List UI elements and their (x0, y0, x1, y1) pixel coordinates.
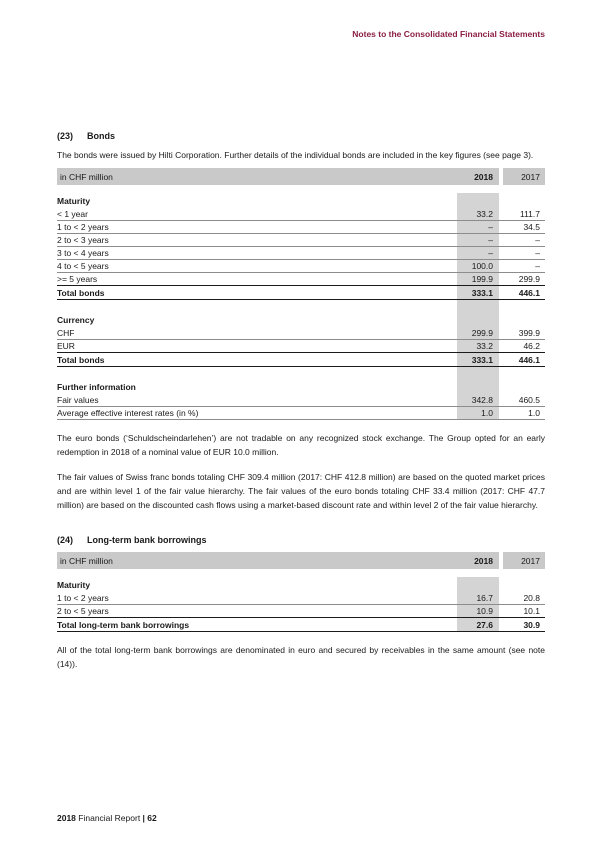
total-label: Total bonds (57, 287, 105, 298)
value-2017: 10.1 (523, 606, 540, 616)
table-row (57, 260, 545, 273)
value-2017: – (535, 261, 540, 271)
table-row (57, 273, 545, 286)
row-label: 1 to < 2 years (57, 222, 109, 232)
row-label: < 1 year (57, 209, 88, 219)
row-label: 1 to < 2 years (57, 593, 109, 603)
total-row (57, 353, 545, 367)
column-header-2018: 2018 (474, 171, 493, 182)
value-2018: 10.9 (476, 606, 493, 616)
table-24-body (57, 577, 545, 632)
total-row (57, 618, 545, 632)
table-row (57, 605, 545, 618)
value-2018: 299.9 (471, 328, 493, 338)
value-2018: – (488, 235, 493, 245)
section-23-heading (57, 131, 545, 141)
table-24-header-row (57, 552, 545, 569)
table-row (57, 340, 545, 353)
section-number: (24) (57, 535, 74, 545)
table-spacer (57, 367, 545, 379)
column-header-2017: 2017 (503, 168, 545, 185)
value-2018: 199.9 (471, 274, 493, 284)
table-row (57, 407, 545, 420)
running-header: Notes to the Consolidated Financial Statements (352, 29, 545, 39)
row-label: >= 5 years (57, 274, 98, 284)
value-2018: – (488, 248, 493, 258)
paragraph: The euro bonds (‘Schuldscheindarlehen’) are not tradable on any recognized stock exchange. The Group opted for an early redemption in 2018 of a nominal value of EUR 10.0 million. (57, 433, 545, 457)
value-2017: 20.8 (523, 593, 540, 603)
total-label: Total bonds (57, 354, 105, 365)
total-label: Total long-term bank borrowings (57, 619, 190, 630)
unit-label: in CHF million (60, 555, 113, 566)
total-2018: 333.1 (471, 354, 493, 365)
column-header-2017: 2017 (503, 552, 545, 569)
value-2017: 46.2 (523, 341, 540, 351)
row-label: Fair values (57, 395, 99, 405)
value-2018: – (488, 222, 493, 232)
unit-label: in CHF million (60, 171, 113, 182)
table-row (57, 592, 545, 605)
total-2017: 30.9 (523, 619, 540, 630)
table-23-header-row (57, 168, 545, 185)
group-label: Further information (57, 381, 136, 392)
table-row (57, 208, 545, 221)
value-2017: 460.5 (518, 395, 540, 405)
section-title: Long-term bank borrowings (87, 535, 207, 545)
footer-separator: | (142, 813, 148, 823)
table-header-main-cell (57, 552, 499, 569)
value-2018: 342.8 (471, 395, 493, 405)
table-row (57, 327, 545, 340)
group-label: Currency (57, 314, 95, 325)
table-spacer (57, 300, 545, 312)
total-2017: 446.1 (518, 354, 540, 365)
total-2017: 446.1 (518, 287, 540, 298)
page-content (57, 0, 545, 671)
value-2018: 33.2 (476, 341, 493, 351)
column-header-2018: 2018 (474, 555, 493, 566)
group-label-row (57, 379, 545, 394)
value-2017: 111.7 (519, 209, 540, 219)
row-label: 3 to < 4 years (57, 248, 109, 258)
row-label: CHF (57, 328, 75, 338)
value-2017: – (535, 248, 540, 258)
group-label: Maturity (57, 195, 91, 206)
value-2018: 1.0 (481, 408, 493, 418)
row-label: Average effective interest rates (in %) (57, 408, 199, 418)
group-label-row (57, 312, 545, 327)
footer-page-number: 62 (147, 813, 157, 823)
group-label-row (57, 193, 545, 208)
section-24-heading (57, 535, 545, 545)
row-label: 2 to < 5 years (57, 606, 109, 616)
table-23-body (57, 193, 545, 420)
section-number: (23) (57, 131, 74, 141)
value-2017: 399.9 (518, 328, 540, 338)
total-2018: 333.1 (471, 287, 493, 298)
paragraph: All of the total long-term bank borrowings are denominated in euro and secured by receivables in the same amount (see note (14)). (57, 645, 545, 669)
value-2017: – (535, 235, 540, 245)
group-label: Maturity (57, 579, 91, 590)
section-title: Bonds (87, 131, 115, 141)
table-row (57, 394, 545, 407)
group-label-row (57, 577, 545, 592)
table-row (57, 247, 545, 260)
section-23-intro: The bonds were issued by Hilti Corporation. Further details of the individual bonds are included in the key figures (see page 3). (57, 150, 534, 160)
row-label: EUR (57, 341, 75, 351)
value-2018: 16.7 (476, 593, 493, 603)
footer-year: 2018 (57, 813, 76, 823)
value-2017: 1.0 (528, 408, 540, 418)
row-label: 2 to < 3 years (57, 235, 109, 245)
total-row (57, 286, 545, 300)
table-row (57, 221, 545, 234)
value-2018: 100.0 (471, 261, 493, 271)
table-row (57, 234, 545, 247)
row-label: 4 to < 5 years (57, 261, 109, 271)
value-2017: 299.9 (518, 274, 540, 284)
page-footer (57, 813, 157, 823)
total-2018: 27.6 (476, 619, 493, 630)
footer-label: Financial Report (75, 813, 143, 823)
table-header-main-cell (57, 168, 499, 185)
value-2018: 33.2 (476, 209, 493, 219)
paragraph: The fair values of Swiss franc bonds totaling CHF 309.4 million (2017: CHF 412.8 million) are based on the quoted market prices and are within level 1 of the fair value hierarchy. The fair values of the euro bonds totaling CHF 33.4 million (2017: CHF 47.7 million) are based on the discounted cash flows using a market-based discount rate and within level 2 of the fair value hierarchy. (57, 472, 545, 510)
value-2017: 34.5 (523, 222, 540, 232)
